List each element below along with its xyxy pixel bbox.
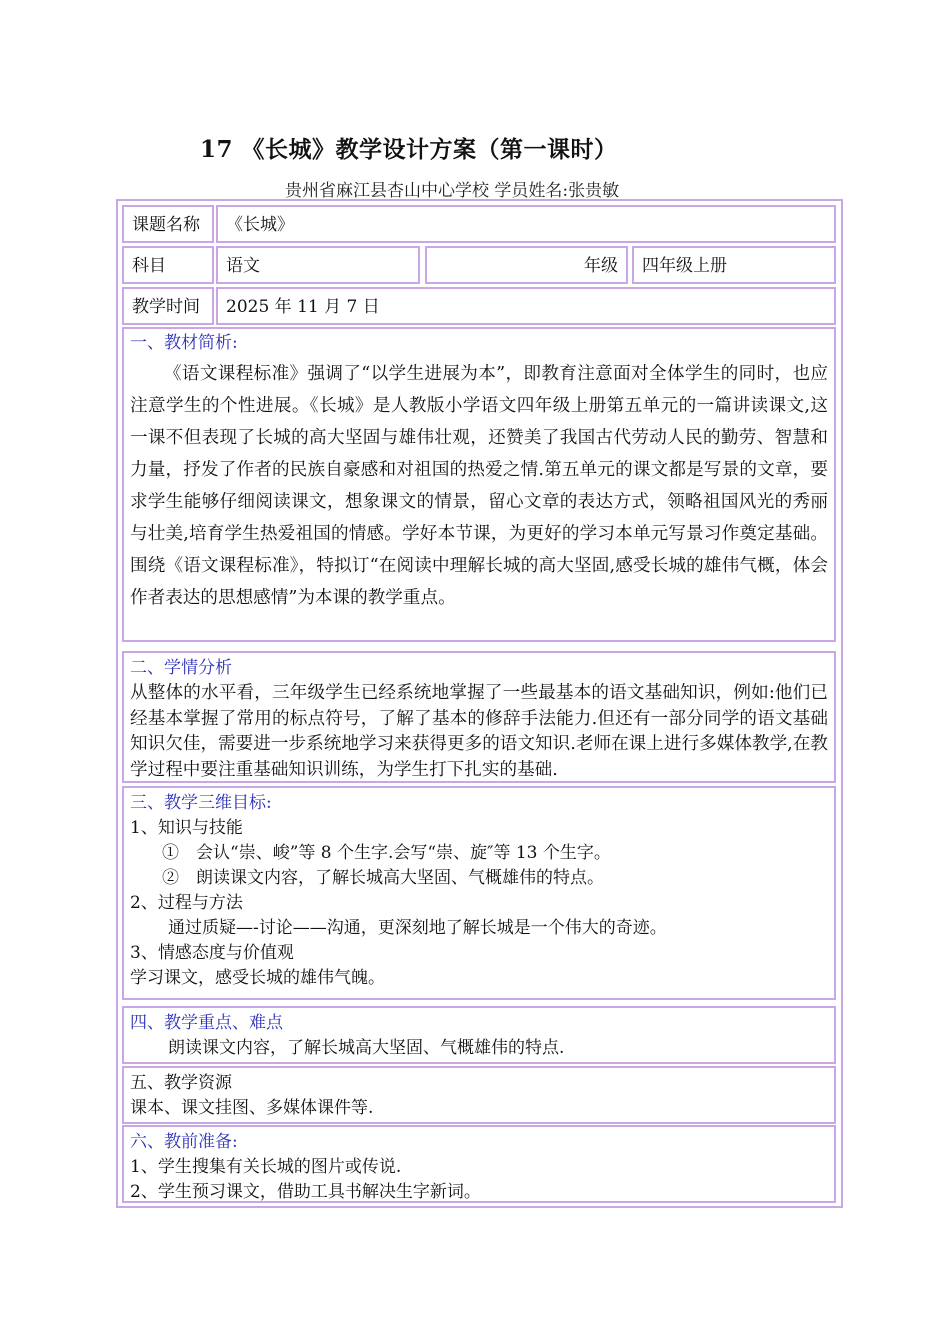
course-name-value-cell xyxy=(216,205,836,243)
grade-label: 年级 xyxy=(584,256,618,276)
grade-label-cell xyxy=(425,246,628,284)
process-method-body: 通过质疑—-讨论——沟通，更深刻地了解长城是一个伟大的奇迹。 xyxy=(168,918,667,938)
course-name-value: 《长城》 xyxy=(226,215,294,235)
resources-heading: 五、教学资源 xyxy=(130,1073,232,1093)
grade-value: 四年级上册 xyxy=(642,256,727,276)
student-analysis-section xyxy=(122,651,836,783)
resources-section xyxy=(122,1066,836,1124)
subject-value: 语文 xyxy=(226,256,260,276)
student-analysis-heading: 二、学情分析 xyxy=(130,658,232,678)
key-points-body: 朗读课文内容，了解长城高大坚固、气概雄伟的特点. xyxy=(168,1038,565,1058)
key-points-heading: 四、教学重点、难点 xyxy=(130,1013,283,1033)
preparation-heading: 六、教前准备: xyxy=(130,1132,238,1152)
preparation-section xyxy=(122,1125,836,1203)
teaching-time-value-cell xyxy=(216,287,836,325)
material-analysis-body: 《语文课程标准》强调了“以学生进展为本”，即教育注意面对全体学生的同时，也应注意学生的个性进展。《长城》是人教版小学语文四年级上册第五单元的一篇讲读课文,这一课不但表现了长城的高大坚固与雄伟壮观，还赞美了我国古代劳动人民的勤劳、智慧和力量，抒发了作者的民族自豪感和对祖国的热爱之情.第五单元的课文都是写景的文章，要求学生能够仔细阅读课文，想象课文的情景，留心文章的表达方式，领略祖国风光的秀丽与壮美,培育学生热爱祖国的情感。学好本节课，为更好的学习本单元写景习作奠定基础。围绕《语文课程标准》，特拟订“在阅读中理解长城的高大坚固,感受长城的雄伟气概，体会作者表达的思想感情”为本课的教学重点。 xyxy=(130,364,828,608)
knowledge-skills-item-2: ② 朗读课文内容，了解长城高大坚固、气概雄伟的特点。 xyxy=(162,868,604,888)
knowledge-skills-title: 1、知识与技能 xyxy=(130,818,243,838)
teaching-goals-section xyxy=(122,786,836,1000)
preparation-item-1: 1、学生搜集有关长城的图片或传说. xyxy=(130,1157,402,1177)
course-name-label: 课题名称 xyxy=(132,215,200,235)
course-name-label-cell xyxy=(122,205,214,243)
resources-body: 课本、课文挂图、多媒体课件等. xyxy=(130,1098,374,1118)
teaching-time-value: 2025 年 11 月 7 日 xyxy=(226,297,380,317)
teaching-time-label: 教学时间 xyxy=(132,297,200,317)
document-subtitle: 贵州省麻江县杏山中心学校 学员姓名:张贵敏 xyxy=(285,181,620,201)
subject-value-cell xyxy=(216,246,420,284)
knowledge-skills-item-1: ① 会认“崇、峻”等 8 个生字.会写“崇、旋″等 13 个生字。 xyxy=(162,843,611,863)
emotion-values-title: 3、情感态度与价值观 xyxy=(130,943,294,963)
subject-label: 科目 xyxy=(132,256,166,276)
teaching-goals-heading: 三、教学三维目标: xyxy=(130,793,272,813)
emotion-values-body: 学习课文，感受长城的雄伟气魄。 xyxy=(130,968,385,988)
grade-value-cell xyxy=(632,246,836,284)
process-method-title: 2、过程与方法 xyxy=(130,893,243,913)
material-analysis-section xyxy=(122,327,836,642)
subject-label-cell xyxy=(122,246,214,284)
document-title: 17 《长城》教学设计方案（第一课时） xyxy=(200,136,618,163)
material-analysis-heading: 一、教材简析: xyxy=(130,333,238,353)
preparation-item-2: 2、学生预习课文，借助工具书解决生字新词。 xyxy=(130,1182,481,1202)
key-points-section xyxy=(122,1006,836,1064)
teaching-time-label-cell xyxy=(122,287,214,325)
student-analysis-body: 从整体的水平看，三年级学生已经系统地掌握了一些最基本的语文基础知识，例如:他们已经基本掌握了常用的标点符号，了解了基本的修辞手法能力.但还有一部分同学的语文基础知识欠佳，需要进一步系统地学习来获得更多的语文知识.老师在课上进行多媒体教学,在教学过程中要注重基础知识训练，为学生打下扎实的基础. xyxy=(130,683,828,780)
